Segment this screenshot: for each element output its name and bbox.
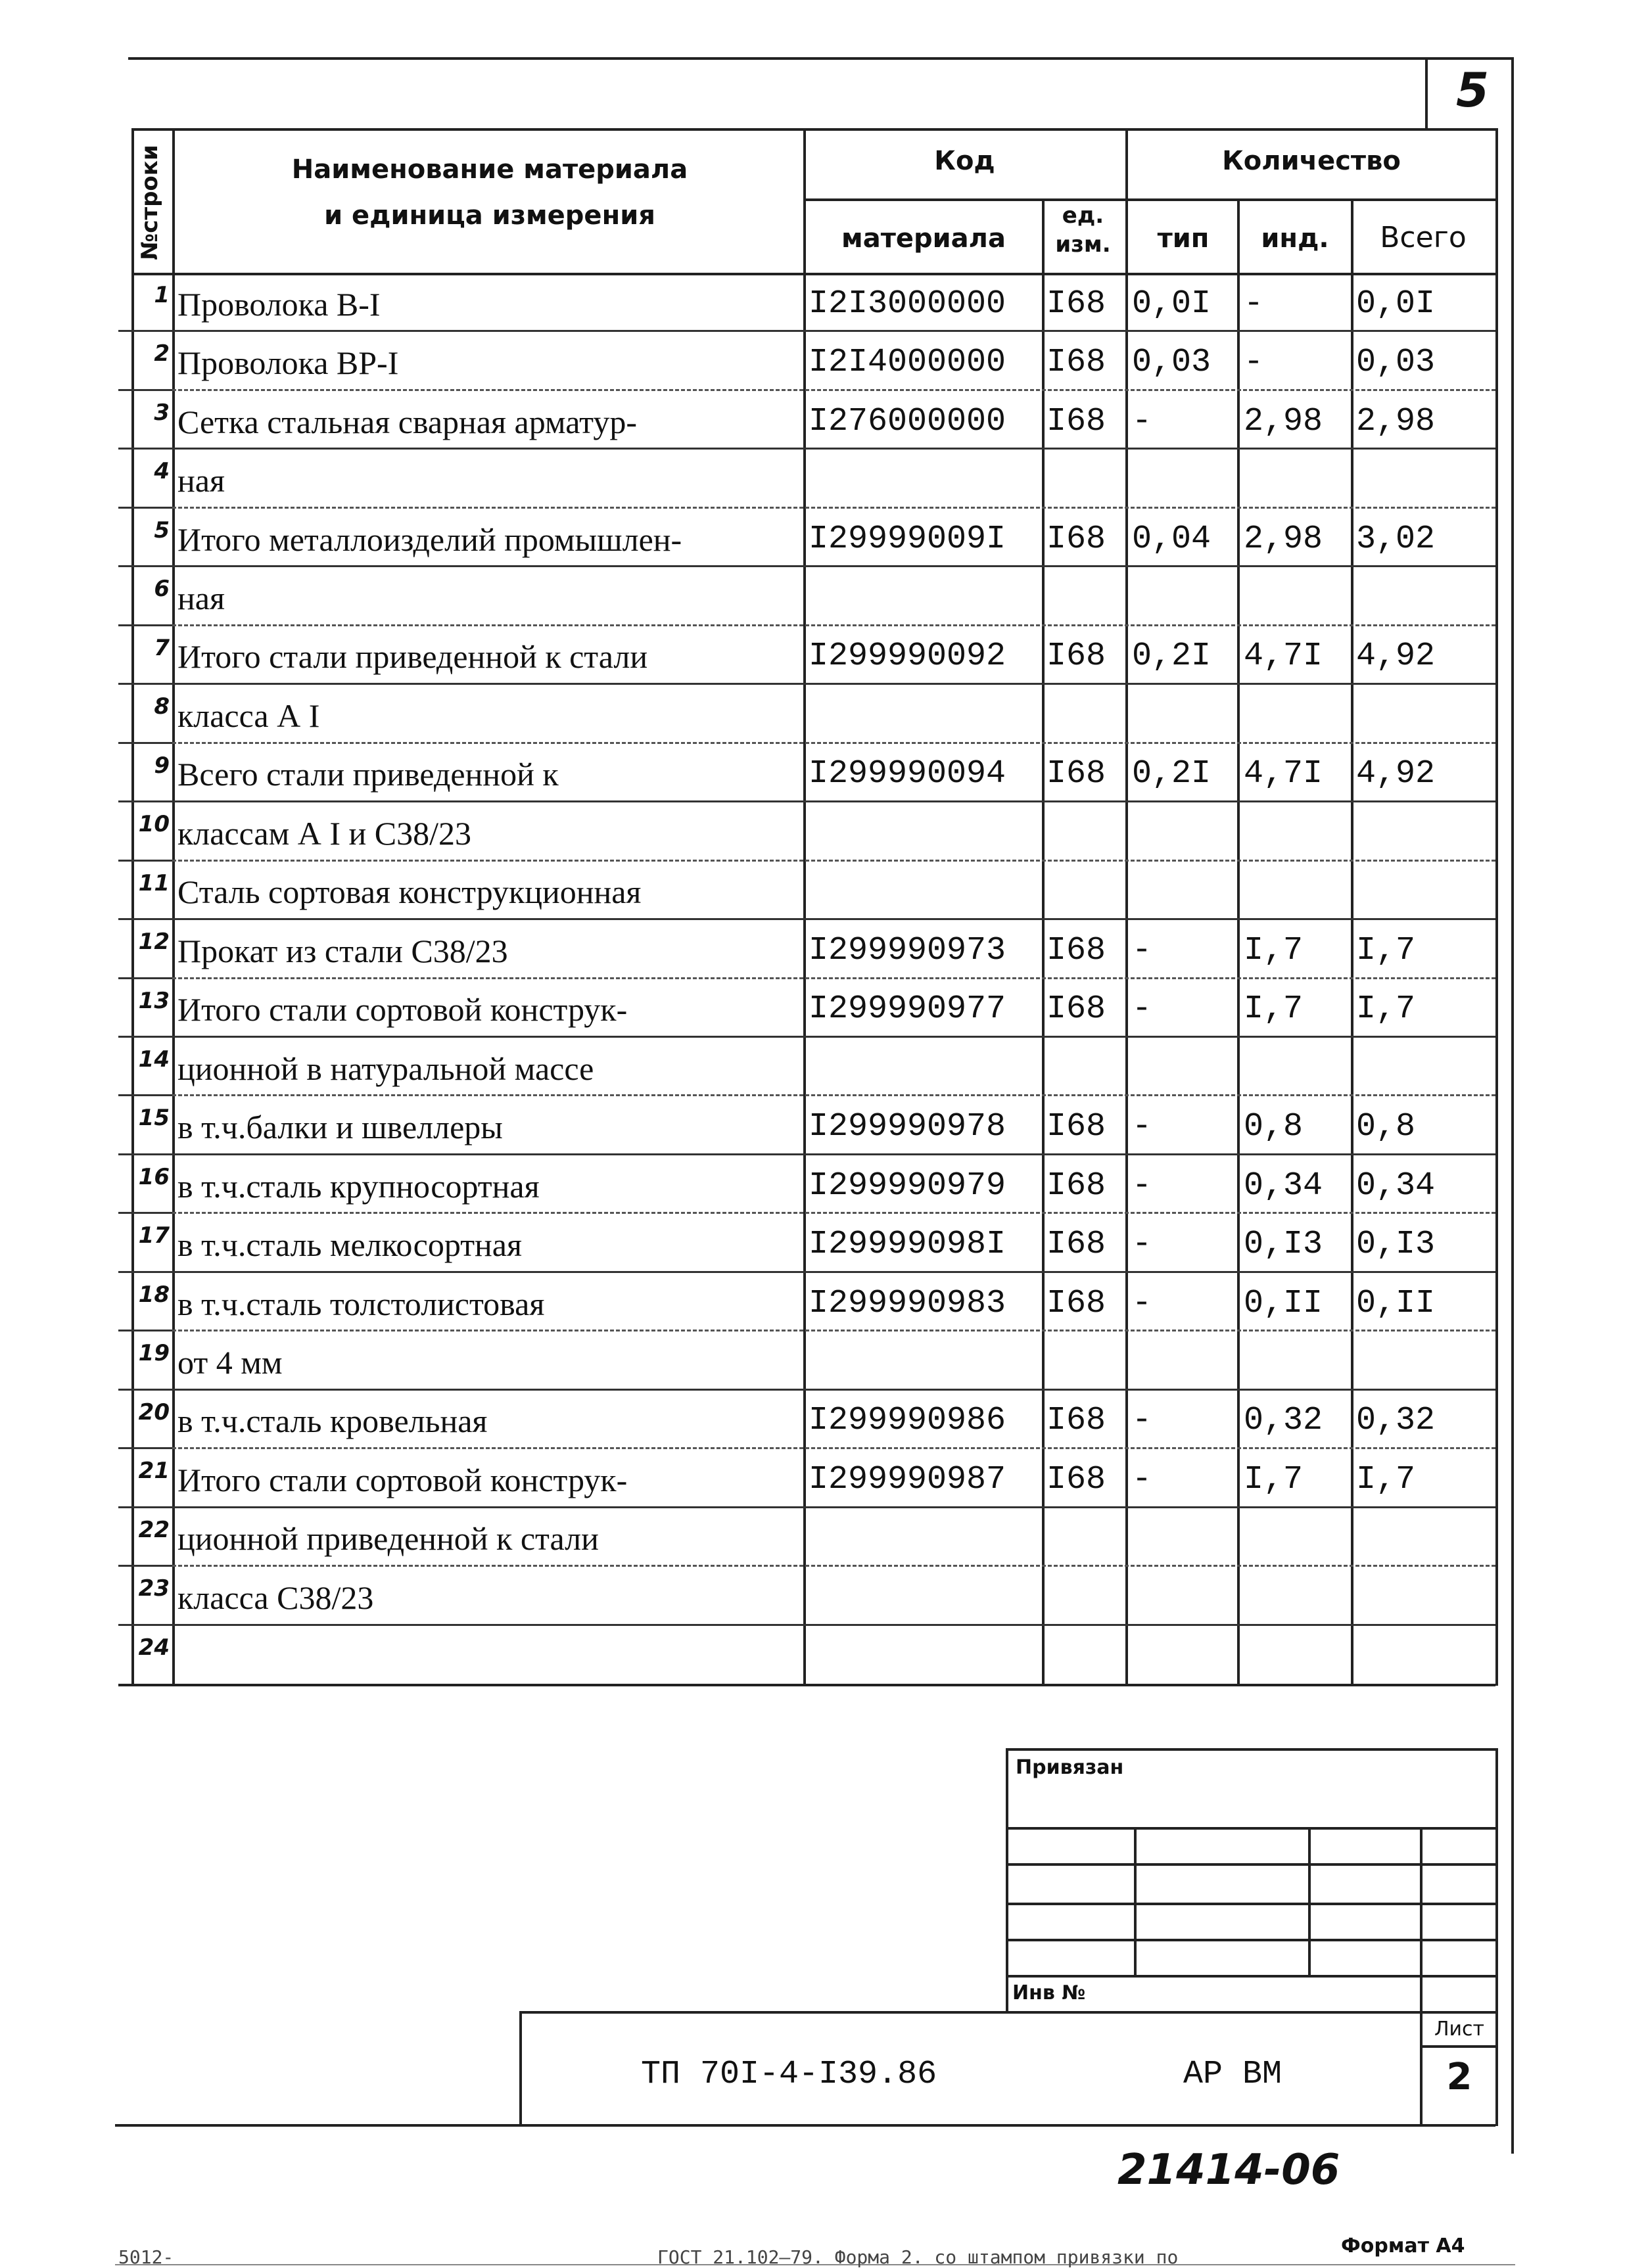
row-number: 14 bbox=[138, 1046, 170, 1073]
cell-ind: 0,II bbox=[1244, 1284, 1323, 1322]
quantity-header: Количество bbox=[1222, 146, 1401, 176]
cell-unit: I68 bbox=[1046, 1402, 1106, 1440]
row-number-separator bbox=[118, 1447, 172, 1449]
cell-code: I29999009I bbox=[809, 520, 1006, 558]
row-number: 23 bbox=[138, 1575, 170, 1602]
row-separator bbox=[172, 1447, 1495, 1449]
cell-code: I299990986 bbox=[809, 1402, 1006, 1440]
cell-unit: I68 bbox=[1046, 990, 1106, 1029]
cell-code: I299990983 bbox=[809, 1284, 1006, 1322]
unit-header-line1: ед. bbox=[1062, 202, 1104, 229]
cell-ind: - bbox=[1244, 344, 1264, 382]
row-number: 2 bbox=[154, 340, 170, 367]
row-separator bbox=[172, 977, 1495, 979]
row-number: 4 bbox=[154, 458, 170, 485]
total-header: Всего bbox=[1380, 221, 1467, 254]
cell-code: I299990973 bbox=[809, 931, 1006, 969]
cell-name: ционной в натуральной массе bbox=[177, 1050, 594, 1087]
row-number-separator bbox=[118, 1094, 172, 1096]
row-separator bbox=[172, 448, 1495, 450]
row-number: 18 bbox=[138, 1281, 170, 1308]
row-separator bbox=[172, 1506, 1495, 1508]
row-number-separator bbox=[118, 860, 172, 862]
cell-name: в т.ч.сталь толстолистовая bbox=[177, 1285, 545, 1322]
cell-name: от 4 мм bbox=[177, 1343, 283, 1381]
row-separator bbox=[172, 565, 1495, 567]
name-header-line2: и единица измерения bbox=[324, 200, 655, 231]
row-number-separator bbox=[118, 742, 172, 744]
row-number-header: №строки bbox=[137, 144, 163, 260]
cell-unit: I68 bbox=[1046, 1226, 1106, 1264]
cell-type: 0,03 bbox=[1132, 344, 1211, 382]
cell-ind: 2,98 bbox=[1244, 402, 1323, 440]
row-separator bbox=[172, 1271, 1495, 1273]
cell-ind: 0,I3 bbox=[1244, 1226, 1323, 1264]
row-separator bbox=[172, 683, 1495, 685]
name-header-line1: Наименование материала bbox=[291, 154, 688, 185]
row-separator bbox=[172, 389, 1495, 391]
row-number: 19 bbox=[138, 1340, 170, 1367]
cell-code: I299990987 bbox=[809, 1460, 1006, 1498]
cell-name: ционной приведенной к стали bbox=[177, 1520, 599, 1558]
project-section: АР ВМ bbox=[1183, 2056, 1282, 2093]
cell-unit: I68 bbox=[1046, 1167, 1106, 1205]
row-separator bbox=[172, 742, 1495, 744]
row-separator bbox=[172, 860, 1495, 862]
row-separator bbox=[172, 1624, 1495, 1626]
inv-label: Инв № bbox=[1012, 1981, 1086, 2004]
row-number: 1 bbox=[154, 282, 170, 308]
sheet-label: Лист bbox=[1434, 2018, 1485, 2041]
cell-unit: I68 bbox=[1046, 1284, 1106, 1322]
row-number-separator bbox=[118, 507, 172, 509]
row-separator bbox=[172, 1153, 1495, 1155]
cell-total: I,7 bbox=[1356, 1460, 1416, 1498]
row-number: 21 bbox=[138, 1458, 170, 1485]
row-number: 16 bbox=[138, 1163, 170, 1190]
cell-name: ная bbox=[177, 462, 225, 499]
cell-total: 0,II bbox=[1356, 1284, 1436, 1322]
row-number: 20 bbox=[138, 1399, 170, 1425]
row-number: 13 bbox=[138, 987, 170, 1014]
type-header: тип bbox=[1157, 223, 1210, 254]
cell-type: 0,04 bbox=[1132, 520, 1211, 558]
cell-unit: I68 bbox=[1046, 931, 1106, 969]
row-separator bbox=[172, 1036, 1495, 1038]
cell-type: - bbox=[1132, 1284, 1152, 1322]
cell-unit: I68 bbox=[1046, 520, 1106, 558]
cell-ind: 2,98 bbox=[1244, 520, 1323, 558]
cell-type: - bbox=[1132, 402, 1152, 440]
cell-type: - bbox=[1132, 1108, 1152, 1146]
row-separator bbox=[172, 1212, 1495, 1214]
cell-type: - bbox=[1132, 1460, 1152, 1498]
cell-name: Итого металлоизделий промышлен- bbox=[177, 521, 682, 558]
cell-name: Итого стали приведенной к стали bbox=[177, 638, 648, 676]
unit-header-line2: изм. bbox=[1055, 231, 1111, 258]
row-number-separator bbox=[118, 1036, 172, 1038]
row-number-separator bbox=[118, 1330, 172, 1331]
cell-ind: I,7 bbox=[1244, 1460, 1304, 1498]
row-number-separator bbox=[118, 1624, 172, 1626]
cell-type: - bbox=[1132, 1167, 1152, 1205]
cell-total: 3,02 bbox=[1356, 520, 1436, 558]
cell-total: 4,92 bbox=[1356, 755, 1436, 793]
row-number: 9 bbox=[154, 752, 170, 779]
inventory-number: 21414-06 bbox=[1117, 2146, 1340, 2194]
cell-name: в т.ч.сталь мелкосортная bbox=[177, 1226, 522, 1264]
cell-total: I,7 bbox=[1356, 931, 1416, 969]
row-number-separator bbox=[118, 1506, 172, 1508]
cell-total: 0,I3 bbox=[1356, 1226, 1436, 1264]
code-material-header: материала bbox=[841, 223, 1006, 254]
row-number-separator bbox=[118, 918, 172, 920]
cell-ind: 0,32 bbox=[1244, 1402, 1323, 1440]
cell-name: Прокат из стали С38/23 bbox=[177, 932, 508, 969]
cell-total: I,7 bbox=[1356, 990, 1416, 1029]
cell-name: Сталь сортовая конструкционная bbox=[177, 873, 642, 911]
cell-code: I2I3000000 bbox=[809, 285, 1006, 323]
cell-code: I276000000 bbox=[809, 402, 1006, 440]
row-separator bbox=[172, 1565, 1495, 1567]
cell-ind: I,7 bbox=[1244, 990, 1304, 1029]
cell-name: класса С38/23 bbox=[177, 1579, 374, 1616]
row-separator bbox=[172, 330, 1495, 332]
row-number-separator bbox=[118, 1212, 172, 1214]
row-separator bbox=[172, 1094, 1495, 1096]
cell-unit: I68 bbox=[1046, 755, 1106, 793]
cell-name: Всего стали приведенной к bbox=[177, 756, 559, 793]
cell-name: ная bbox=[177, 580, 225, 617]
row-separator bbox=[172, 800, 1495, 802]
row-number: 8 bbox=[154, 693, 170, 720]
row-number: 22 bbox=[138, 1516, 170, 1543]
format-label: Формат А4 bbox=[1341, 2234, 1465, 2257]
cell-name: класса А I bbox=[177, 697, 320, 734]
project-designation: ТП 70I-4-I39.86 bbox=[641, 2056, 937, 2093]
cell-ind: 4,7I bbox=[1244, 637, 1323, 676]
row-number: 17 bbox=[138, 1222, 170, 1249]
cell-code: I299990094 bbox=[809, 755, 1006, 793]
row-number: 6 bbox=[154, 576, 170, 603]
code-header: Код bbox=[934, 146, 995, 176]
cell-name: в т.ч.сталь крупносортная bbox=[177, 1167, 540, 1205]
row-number-separator bbox=[118, 977, 172, 979]
cell-name: Итого стали сортовой конструк- bbox=[177, 1461, 628, 1498]
cell-code: I299990978 bbox=[809, 1108, 1006, 1146]
cell-unit: I68 bbox=[1046, 285, 1106, 323]
cell-type: - bbox=[1132, 1226, 1152, 1264]
cell-code: I29999098I bbox=[809, 1226, 1006, 1264]
cell-unit: I68 bbox=[1046, 1108, 1106, 1146]
row-number: 15 bbox=[138, 1105, 170, 1132]
cell-name: Итого стали сортовой конструк- bbox=[177, 991, 628, 1029]
cell-name: Проволока В-I bbox=[177, 285, 381, 323]
row-number-separator bbox=[118, 330, 172, 332]
cell-total: 2,98 bbox=[1356, 402, 1436, 440]
cell-ind: - bbox=[1244, 285, 1264, 323]
cell-total: 0,03 bbox=[1356, 344, 1436, 382]
cell-ind: 4,7I bbox=[1244, 755, 1323, 793]
row-number: 12 bbox=[138, 929, 170, 956]
cell-total: 0,32 bbox=[1356, 1402, 1436, 1440]
row-number-separator bbox=[118, 565, 172, 567]
row-number: 3 bbox=[154, 399, 170, 426]
row-number-separator bbox=[118, 624, 172, 626]
ind-header: инд. bbox=[1261, 223, 1329, 254]
row-number-separator bbox=[118, 1565, 172, 1567]
cell-total: 4,92 bbox=[1356, 637, 1436, 676]
row-number: 5 bbox=[154, 517, 170, 544]
footer-left: 5012- bbox=[118, 2246, 174, 2268]
cell-code: I2I4000000 bbox=[809, 344, 1006, 382]
sheet-number: 5 bbox=[1455, 62, 1490, 118]
row-number-separator bbox=[118, 1153, 172, 1155]
cell-total: 0,8 bbox=[1356, 1108, 1416, 1146]
row-number-separator bbox=[118, 448, 172, 450]
row-number-separator bbox=[118, 800, 172, 802]
cell-type: 0,0I bbox=[1132, 285, 1211, 323]
cell-unit: I68 bbox=[1046, 1460, 1106, 1498]
row-number-separator bbox=[118, 1271, 172, 1273]
cell-code: I299990979 bbox=[809, 1167, 1006, 1205]
cell-unit: I68 bbox=[1046, 344, 1106, 382]
cell-name: Проволока ВР-I bbox=[177, 344, 399, 382]
row-separator bbox=[172, 918, 1495, 920]
row-number-separator bbox=[118, 1389, 172, 1391]
cell-unit: I68 bbox=[1046, 637, 1106, 676]
cell-name: Сетка стальная сварная арматур- bbox=[177, 403, 637, 440]
cell-type: 0,2I bbox=[1132, 755, 1211, 793]
row-separator bbox=[172, 507, 1495, 509]
cell-name: в т.ч.балки и швеллеры bbox=[177, 1109, 503, 1146]
cell-type: - bbox=[1132, 990, 1152, 1029]
cell-ind: 0,34 bbox=[1244, 1167, 1323, 1205]
row-number: 7 bbox=[154, 634, 170, 661]
cell-total: 0,0I bbox=[1356, 285, 1436, 323]
cell-ind: 0,8 bbox=[1244, 1108, 1304, 1146]
row-number: 24 bbox=[138, 1634, 170, 1661]
row-number: 11 bbox=[138, 869, 170, 896]
sheet-value: 2 bbox=[1446, 2056, 1472, 2098]
cell-type: 0,2I bbox=[1132, 637, 1211, 676]
row-separator bbox=[172, 624, 1495, 626]
row-separator bbox=[172, 1389, 1495, 1391]
cell-type: - bbox=[1132, 931, 1152, 969]
cell-type: - bbox=[1132, 1402, 1152, 1440]
row-separator bbox=[172, 1330, 1495, 1331]
cell-total: 0,34 bbox=[1356, 1167, 1436, 1205]
cell-name: классам А I и С38/23 bbox=[177, 814, 472, 852]
cell-unit: I68 bbox=[1046, 402, 1106, 440]
cell-code: I299990977 bbox=[809, 990, 1006, 1029]
cell-ind: I,7 bbox=[1244, 931, 1304, 969]
cell-code: I299990092 bbox=[809, 637, 1006, 676]
row-number-separator bbox=[118, 683, 172, 685]
row-number-separator bbox=[118, 389, 172, 391]
footer-right: ГОСТ 21.102—79. Форма 2. со штампом привязки по bbox=[657, 2246, 1179, 2268]
binding-label: Привязан bbox=[1016, 1756, 1124, 1779]
row-number: 10 bbox=[138, 811, 170, 838]
cell-name: в т.ч.сталь кровельная bbox=[177, 1402, 488, 1440]
